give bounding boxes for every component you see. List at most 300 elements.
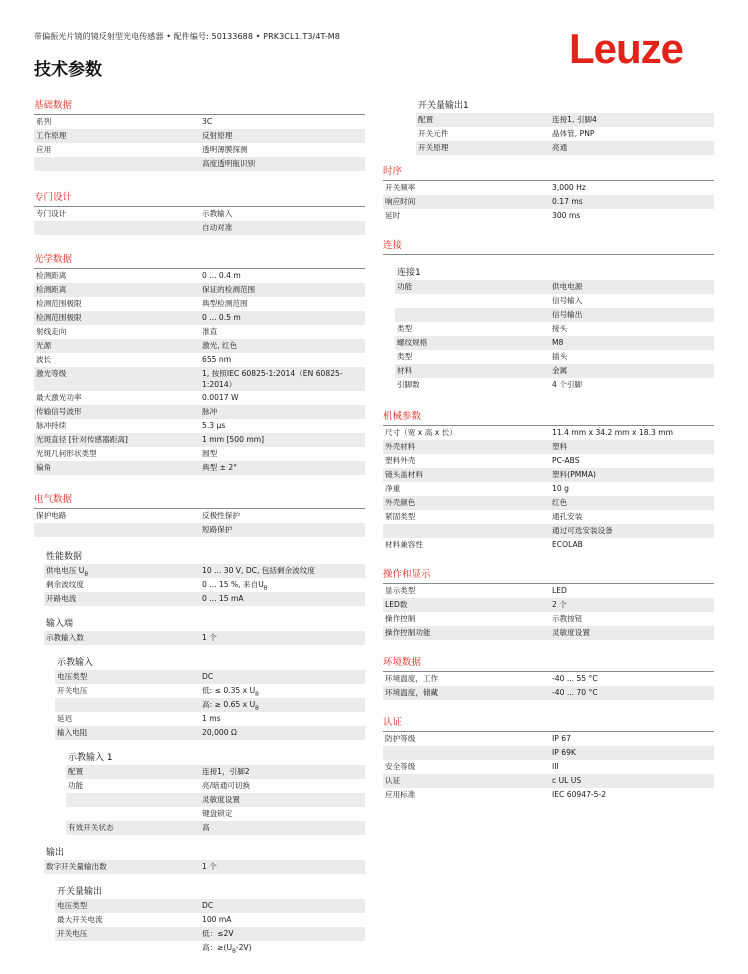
spec-label-text: 光斑几何形状类型 bbox=[36, 449, 97, 458]
spec-row bbox=[66, 779, 365, 793]
spec-row bbox=[383, 426, 714, 440]
spec-row bbox=[34, 269, 365, 283]
spec-row bbox=[34, 129, 365, 143]
spec-label bbox=[383, 440, 552, 454]
spec-value-text: 红色 bbox=[552, 498, 568, 507]
spec-value bbox=[552, 686, 714, 700]
spec-label bbox=[34, 325, 202, 339]
spec-row bbox=[55, 712, 365, 726]
spec-label-text: 最大开关电流 bbox=[57, 915, 103, 924]
spec-label bbox=[383, 454, 552, 468]
spec-label-text: 电压类型 bbox=[57, 901, 88, 910]
spec-value-text: 晶体管, PNP bbox=[552, 129, 595, 138]
spec-label-text: 检测范围极限 bbox=[36, 299, 82, 308]
spec-row bbox=[383, 612, 714, 626]
spec-value bbox=[202, 433, 365, 447]
spec-value-text: 通孔安装 bbox=[552, 512, 583, 521]
spec-value-text: 亮通 bbox=[552, 143, 568, 152]
spec-label bbox=[55, 913, 202, 927]
spec-value bbox=[552, 294, 714, 308]
spec-label bbox=[383, 626, 552, 640]
spec-value bbox=[552, 510, 714, 524]
spec-label-text: 延迟 bbox=[57, 714, 73, 723]
spec-value bbox=[552, 774, 714, 788]
spec-label-text: 材料兼容性 bbox=[385, 540, 423, 549]
spec-label-text: 开关频率 bbox=[385, 183, 416, 192]
spec-label bbox=[383, 760, 552, 774]
spec-row bbox=[34, 447, 365, 461]
spec-label-text: 功能 bbox=[397, 282, 413, 291]
spec-value bbox=[202, 129, 365, 143]
subsection-title: 性能数据 bbox=[46, 552, 83, 562]
spec-label bbox=[383, 686, 552, 700]
spec-label-text: 应用标准 bbox=[385, 790, 416, 799]
spec-value-text: 300 ms bbox=[552, 211, 581, 220]
spec-label-text: 紧固类型 bbox=[385, 512, 416, 521]
spec-value-text: 短路保护 bbox=[202, 525, 233, 534]
spec-row bbox=[416, 113, 714, 127]
spec-label-text: 波长 bbox=[36, 355, 52, 364]
spec-label-text: 外壳颜色 bbox=[385, 498, 416, 507]
spec-label bbox=[44, 564, 202, 578]
spec-value-text: 0.17 ms bbox=[552, 197, 583, 206]
spec-label bbox=[34, 353, 202, 367]
spec-value-text: 典型 ± 2° bbox=[202, 463, 238, 472]
spec-row bbox=[34, 433, 365, 447]
spec-row bbox=[66, 765, 365, 779]
spec-value bbox=[552, 626, 714, 640]
spec-label bbox=[66, 779, 202, 793]
spec-row bbox=[34, 143, 365, 157]
subsection-title: 示教输入 bbox=[57, 658, 94, 668]
spec-value bbox=[552, 378, 714, 392]
spec-row bbox=[395, 308, 714, 322]
spec-value bbox=[202, 941, 365, 955]
spec-label bbox=[395, 350, 552, 364]
spec-value-text: 0 ... 15 mA bbox=[202, 594, 244, 603]
spec-value bbox=[552, 427, 714, 439]
spec-row bbox=[34, 115, 365, 129]
spec-row bbox=[34, 509, 365, 523]
section-title: 光学数据 bbox=[34, 251, 365, 269]
spec-row bbox=[55, 726, 365, 740]
spec-row bbox=[34, 391, 365, 405]
spec-value bbox=[202, 712, 365, 726]
spec-label bbox=[383, 209, 552, 223]
spec-row bbox=[34, 311, 365, 325]
spec-label bbox=[383, 195, 552, 209]
spec-value bbox=[552, 760, 714, 774]
spec-value bbox=[202, 631, 365, 645]
spec-value bbox=[552, 538, 714, 552]
spec-row bbox=[55, 941, 365, 955]
spec-value bbox=[552, 496, 714, 510]
spec-row bbox=[66, 821, 365, 835]
subsection-title: 输出 bbox=[46, 848, 65, 858]
spec-label bbox=[395, 378, 552, 392]
spec-value-text: 0 ... 0.5 m bbox=[202, 313, 241, 322]
spec-label-text: 开关电压 bbox=[57, 929, 88, 938]
spec-label-text: 操作控制功能 bbox=[385, 628, 431, 637]
spec-value bbox=[552, 209, 714, 223]
spec-label-text: 光源 bbox=[36, 341, 52, 350]
spec-label-text: 操作控制 bbox=[385, 614, 416, 623]
spec-label-text: 传输信号波形 bbox=[36, 407, 82, 416]
spec-value-text: DC bbox=[202, 901, 214, 910]
spec-row bbox=[55, 927, 365, 941]
spec-value bbox=[202, 419, 365, 433]
spec-label bbox=[383, 746, 552, 760]
spec-row bbox=[395, 280, 714, 294]
spec-label bbox=[383, 496, 552, 510]
spec-row bbox=[383, 774, 714, 788]
spec-value bbox=[202, 221, 365, 235]
spec-value bbox=[202, 405, 365, 419]
spec-value bbox=[202, 793, 365, 807]
spec-label bbox=[55, 899, 202, 913]
spec-value-text: 键盘锁定 bbox=[202, 809, 233, 818]
spec-label-text: 电压类型 bbox=[57, 672, 88, 681]
spec-label-text: 环境温度，工作 bbox=[385, 674, 439, 683]
spec-label bbox=[395, 336, 552, 350]
spec-row bbox=[34, 405, 365, 419]
spec-value-text: 反极性保护 bbox=[202, 511, 240, 520]
spec-label bbox=[34, 509, 202, 523]
spec-label bbox=[34, 129, 202, 143]
spec-value bbox=[202, 592, 365, 606]
spec-label bbox=[383, 468, 552, 482]
spec-value-text: IEC 60947-5-2 bbox=[552, 790, 607, 799]
spec-value-text: 4 个引脚 bbox=[552, 380, 583, 389]
spec-row bbox=[44, 631, 365, 645]
right-column bbox=[383, 100, 714, 802]
spec-value-text: 11.4 mm x 34.2 mm x 18.3 mm bbox=[552, 428, 673, 437]
spec-value bbox=[202, 927, 365, 941]
spec-label-text: 输入电阻 bbox=[57, 728, 88, 737]
spec-row bbox=[383, 746, 714, 760]
spec-value-text: M8 bbox=[552, 338, 564, 347]
spec-label bbox=[34, 157, 202, 171]
spec-value-text: 圆型 bbox=[202, 449, 218, 458]
spec-row bbox=[55, 913, 365, 927]
spec-label bbox=[395, 280, 552, 294]
section-title: 环境数据 bbox=[383, 654, 714, 672]
spec-value-text: 低：≤2V bbox=[202, 929, 234, 938]
spec-label-subscript: B bbox=[84, 571, 89, 578]
spec-value bbox=[552, 322, 714, 336]
page-title: 技术参数 bbox=[34, 60, 102, 80]
spec-value bbox=[552, 732, 714, 746]
spec-value-text: 0 ... 15 %, 来自U bbox=[202, 580, 264, 589]
spec-label-text: 脉冲持续 bbox=[36, 421, 67, 430]
spec-row bbox=[55, 670, 365, 684]
spec-value bbox=[552, 350, 714, 364]
spec-label-text: 专门设计 bbox=[36, 209, 67, 218]
spec-row bbox=[383, 181, 714, 195]
spec-value-text: 0 ... 0.4 m bbox=[202, 271, 241, 280]
spec-value-text: 连接1, 引脚4 bbox=[552, 115, 597, 124]
spec-label bbox=[66, 765, 202, 779]
spec-row bbox=[395, 336, 714, 350]
spec-label-text: 显示类型 bbox=[385, 586, 416, 595]
spec-label bbox=[55, 712, 202, 726]
spec-value bbox=[202, 115, 365, 129]
spec-row bbox=[383, 482, 714, 496]
spec-label-text: 开路电流 bbox=[46, 594, 77, 603]
spec-value-text: -40 ... 70 °C bbox=[552, 688, 598, 697]
spec-value-text: 高: ≥ 0.65 x U bbox=[202, 700, 256, 709]
spec-row bbox=[383, 788, 714, 802]
spec-label bbox=[395, 364, 552, 378]
left-column bbox=[34, 97, 365, 955]
spec-row bbox=[416, 141, 714, 155]
spec-row bbox=[383, 510, 714, 524]
spec-row bbox=[44, 592, 365, 606]
spec-label bbox=[55, 941, 202, 955]
spec-value bbox=[202, 339, 365, 353]
spec-label-text: 开关元件 bbox=[418, 129, 449, 138]
spec-label bbox=[383, 788, 552, 802]
spec-label-text: 引脚数 bbox=[397, 380, 420, 389]
spec-label bbox=[34, 447, 202, 461]
spec-row bbox=[44, 564, 365, 578]
spec-value bbox=[202, 913, 365, 927]
spec-value-subscript: B bbox=[255, 691, 259, 698]
spec-value-text: 反射原理 bbox=[202, 131, 233, 140]
spec-value bbox=[202, 447, 365, 461]
spec-row bbox=[34, 523, 365, 537]
spec-label bbox=[34, 283, 202, 297]
spec-label-text: 检测范围极限 bbox=[36, 313, 82, 322]
spec-label-text: 射线走向 bbox=[36, 327, 67, 336]
spec-value-text: 透明薄膜探测 bbox=[202, 145, 248, 154]
spec-value bbox=[202, 269, 365, 283]
subsection-title: 开关量输出1 bbox=[418, 101, 469, 111]
spec-label bbox=[416, 127, 552, 141]
spec-label bbox=[383, 672, 552, 686]
spec-value bbox=[552, 181, 714, 195]
spec-row bbox=[66, 807, 365, 821]
spec-label bbox=[395, 294, 552, 308]
spec-value-text: 自动对准 bbox=[202, 223, 233, 232]
spec-row bbox=[34, 297, 365, 311]
spec-value-text: 高度透明瓶识别 bbox=[202, 159, 256, 168]
spec-label bbox=[34, 339, 202, 353]
spec-label bbox=[383, 524, 552, 538]
spec-value bbox=[552, 454, 714, 468]
spec-label-text: 检测距离 bbox=[36, 271, 67, 280]
spec-value bbox=[202, 698, 365, 712]
spec-value-text: LED bbox=[552, 586, 567, 595]
spec-row bbox=[34, 221, 365, 235]
section-title: 专门设计 bbox=[34, 189, 365, 207]
spec-label-text: 安全等级 bbox=[385, 762, 416, 771]
spec-row bbox=[395, 322, 714, 336]
spec-value-text: 示教输入 bbox=[202, 209, 233, 218]
spec-label bbox=[34, 207, 202, 221]
spec-row bbox=[383, 686, 714, 700]
spec-row bbox=[34, 367, 365, 391]
spec-value-text: DC bbox=[202, 672, 214, 681]
spec-value bbox=[552, 308, 714, 322]
spec-row bbox=[383, 584, 714, 598]
spec-label bbox=[34, 269, 202, 283]
spec-row bbox=[34, 325, 365, 339]
spec-row bbox=[44, 578, 365, 592]
spec-value bbox=[552, 440, 714, 454]
spec-row bbox=[395, 350, 714, 364]
spec-row bbox=[383, 454, 714, 468]
spec-label-text: 激光等级 bbox=[36, 369, 67, 378]
spec-value-text: 脉冲 bbox=[202, 407, 218, 416]
spec-label-text: 开关电压 bbox=[57, 686, 88, 695]
leuze-logo: Leuze bbox=[569, 25, 684, 72]
spec-value-subscript: B bbox=[255, 705, 259, 712]
spec-value-text: 接头 bbox=[552, 324, 568, 333]
spec-value-subscript: B bbox=[232, 948, 236, 955]
spec-row bbox=[44, 860, 365, 874]
spec-value-text: 金属 bbox=[552, 366, 568, 375]
spec-label-text: 响应时间 bbox=[385, 197, 416, 206]
spec-value bbox=[552, 141, 714, 155]
spec-value bbox=[552, 598, 714, 612]
spec-row bbox=[383, 195, 714, 209]
spec-value-text: III bbox=[552, 762, 559, 771]
spec-value-text: 1 ms bbox=[202, 714, 221, 723]
spec-row bbox=[383, 732, 714, 746]
section-title: 电气数据 bbox=[34, 491, 365, 509]
spec-value-text: 1 个 bbox=[202, 633, 217, 642]
spec-label-text: 类型 bbox=[397, 324, 413, 333]
spec-value bbox=[202, 899, 365, 913]
spec-label-text: 环境温度，储藏 bbox=[385, 688, 439, 697]
spec-value bbox=[552, 364, 714, 378]
spec-label bbox=[395, 308, 552, 322]
spec-label-text: 尺寸（宽 x 高 x 长） bbox=[385, 428, 457, 437]
spec-label-text: 镜头盖材料 bbox=[385, 470, 423, 479]
spec-value bbox=[202, 670, 365, 684]
spec-label bbox=[383, 612, 552, 626]
spec-value bbox=[552, 113, 714, 127]
spec-value-text: IP 69K bbox=[552, 748, 576, 757]
spec-label-text: 外壳材料 bbox=[385, 442, 416, 451]
section-title: 操作和显示 bbox=[383, 566, 714, 584]
spec-label-text: 有效开关状态 bbox=[68, 823, 114, 832]
spec-value-text: 高 bbox=[202, 823, 210, 832]
spec-label bbox=[66, 821, 202, 835]
spec-row bbox=[383, 524, 714, 538]
spec-label bbox=[55, 927, 202, 941]
spec-row bbox=[34, 461, 365, 475]
spec-value bbox=[202, 821, 365, 835]
spec-value-text: 高：≥(U bbox=[202, 943, 233, 952]
spec-label-text: 检测距离 bbox=[36, 285, 67, 294]
spec-value bbox=[552, 482, 714, 496]
spec-label bbox=[34, 115, 202, 129]
spec-row bbox=[383, 672, 714, 686]
spec-value bbox=[202, 726, 365, 740]
spec-label-text: 工作原理 bbox=[36, 131, 67, 140]
spec-value-text: 2 个 bbox=[552, 600, 567, 609]
spec-label-text: 保护电路 bbox=[36, 511, 67, 520]
spec-value bbox=[202, 578, 365, 592]
spec-label bbox=[34, 461, 202, 475]
spec-label bbox=[383, 427, 552, 439]
spec-value-text: 保证的检测范围 bbox=[202, 285, 256, 294]
spec-label bbox=[55, 684, 202, 698]
spec-value-text: 3,000 Hz bbox=[552, 183, 586, 192]
spec-value bbox=[552, 612, 714, 626]
spec-value-text: 准直 bbox=[202, 327, 218, 336]
spec-row bbox=[383, 440, 714, 454]
spec-row bbox=[383, 209, 714, 223]
spec-value-text: 塑料 bbox=[552, 442, 568, 451]
spec-label bbox=[34, 311, 202, 325]
spec-label bbox=[34, 297, 202, 311]
spec-row bbox=[395, 294, 714, 308]
spec-value bbox=[202, 564, 365, 578]
spec-label-text: 类型 bbox=[397, 352, 413, 361]
spec-value-text: 100 mA bbox=[202, 915, 232, 924]
spec-row bbox=[383, 598, 714, 612]
spec-label bbox=[44, 592, 202, 606]
spec-label bbox=[383, 584, 552, 598]
spec-value-tail: -2V) bbox=[235, 943, 252, 952]
spec-label bbox=[34, 419, 202, 433]
spec-value-text: 激光, 红色 bbox=[202, 341, 238, 350]
spec-value-text: 典型检测范围 bbox=[202, 299, 248, 308]
spec-value bbox=[202, 807, 365, 821]
spec-label-text: 功能 bbox=[68, 781, 84, 790]
spec-label-text: 配置 bbox=[68, 767, 84, 776]
spec-value-text: 5.3 μs bbox=[202, 421, 226, 430]
spec-value bbox=[202, 311, 365, 325]
spec-row bbox=[34, 283, 365, 297]
spec-value-text: 1, 按照IEC 60825-1:2014（EN 60825-1:2014） bbox=[202, 369, 343, 389]
spec-row bbox=[383, 468, 714, 482]
spec-label-text: 剩余波纹度 bbox=[46, 580, 84, 589]
spec-value bbox=[202, 325, 365, 339]
spec-value bbox=[202, 860, 365, 874]
spec-label-text: 螺纹规格 bbox=[397, 338, 428, 347]
spec-label-text: 供电电压 U bbox=[46, 566, 85, 575]
spec-value-text: 10 g bbox=[552, 484, 569, 493]
spec-label bbox=[55, 670, 202, 684]
spec-value bbox=[202, 297, 365, 311]
spec-label bbox=[34, 523, 202, 537]
spec-label bbox=[66, 793, 202, 807]
spec-value-text: 灵敏度设置 bbox=[202, 795, 240, 804]
spec-row bbox=[66, 793, 365, 807]
spec-label bbox=[416, 113, 552, 127]
spec-label-text: LED数 bbox=[385, 600, 408, 609]
spec-label-text: 光斑直径 [针对传感器距离] bbox=[36, 435, 128, 444]
spec-label bbox=[34, 221, 202, 235]
spec-value-text: 灵敏度设置 bbox=[552, 628, 590, 637]
spec-value bbox=[552, 195, 714, 209]
spec-value-text: IP 67 bbox=[552, 734, 571, 743]
spec-label bbox=[383, 538, 552, 552]
spec-value bbox=[202, 779, 365, 793]
spec-label bbox=[416, 141, 552, 155]
spec-value-text: 1 个 bbox=[202, 862, 217, 871]
subsection-title: 连接1 bbox=[397, 268, 421, 278]
spec-value bbox=[552, 280, 714, 294]
spec-value-text: 信号输入 bbox=[552, 296, 583, 305]
spec-row bbox=[55, 698, 365, 712]
spec-value-text: 通过可选安装设备 bbox=[552, 526, 613, 535]
spec-value-subscript: B bbox=[263, 585, 268, 592]
